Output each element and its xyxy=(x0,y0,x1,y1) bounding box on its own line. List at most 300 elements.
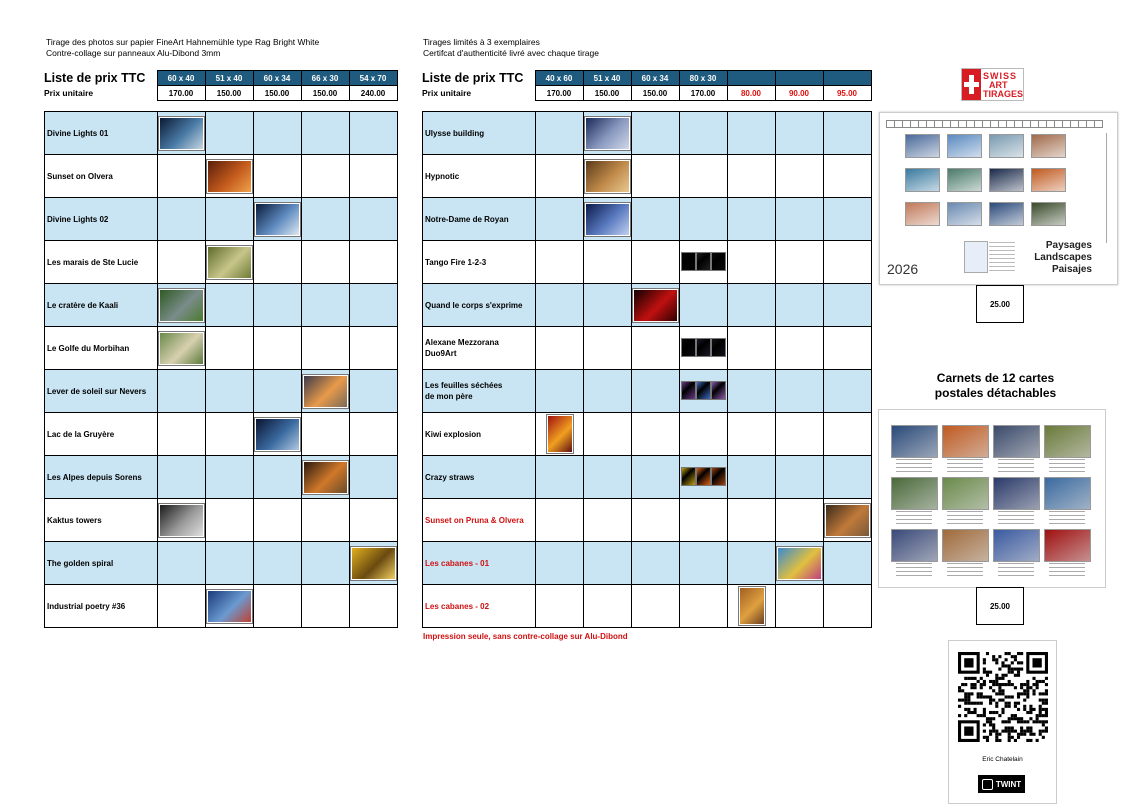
qr-module xyxy=(995,739,998,742)
calendar-word-2: Landscapes xyxy=(1034,252,1092,263)
triptych-panel xyxy=(712,253,725,270)
qr-module xyxy=(967,711,970,714)
artwork-thumbnail[interactable] xyxy=(207,246,252,279)
table-row xyxy=(45,198,398,241)
size-cell xyxy=(632,456,680,499)
size-cell xyxy=(350,198,398,241)
artwork-name xyxy=(423,284,536,327)
qr-module xyxy=(1011,683,1014,686)
qr-module xyxy=(1014,674,1017,677)
qr-module xyxy=(1039,720,1042,723)
size-cell xyxy=(584,155,632,198)
qr-module xyxy=(1001,711,1004,714)
artwork-name-line: Les marais de Ste Lucie xyxy=(47,257,139,267)
size-cell xyxy=(680,241,728,284)
qr-module xyxy=(1042,736,1045,739)
qr-module xyxy=(1036,717,1039,720)
qr-module xyxy=(1045,677,1048,680)
qr-module xyxy=(967,699,970,702)
left-size-2: 51 x 40 xyxy=(205,71,253,86)
carnets-price: 25.00 xyxy=(976,587,1024,625)
table-row xyxy=(45,241,398,284)
qr-module xyxy=(1042,708,1045,711)
artwork-thumbnail[interactable] xyxy=(777,547,822,580)
qr-module xyxy=(967,702,970,705)
qr-module xyxy=(1042,714,1045,717)
artwork-thumbnail[interactable] xyxy=(159,117,204,150)
table-row xyxy=(45,155,398,198)
qr-module xyxy=(989,711,992,714)
postcard-thumbnail xyxy=(1045,530,1090,561)
artwork-name-line: Les Alpes depuis Sorens xyxy=(47,472,142,482)
qr-module xyxy=(974,683,977,686)
size-cell xyxy=(350,155,398,198)
artwork-thumbnail[interactable] xyxy=(207,160,252,193)
qr-module xyxy=(1014,655,1017,658)
size-cell xyxy=(536,241,584,284)
qr-module xyxy=(1001,730,1004,733)
size-cell xyxy=(824,241,872,284)
qr-module xyxy=(995,674,998,677)
artwork-name-line: Tango Fire 1-2-3 xyxy=(425,257,487,267)
triptych-panel xyxy=(697,382,710,399)
qr-module xyxy=(1026,692,1029,695)
qr-module xyxy=(1020,730,1023,733)
qr-module xyxy=(995,680,998,683)
table-row xyxy=(423,542,872,585)
qr-module xyxy=(970,711,973,714)
artwork-name-line: Les feuilles séchées xyxy=(425,381,503,390)
calendar-month-thumbnail xyxy=(990,135,1023,157)
right-size-6 xyxy=(775,71,823,86)
qr-module xyxy=(983,708,986,711)
qr-module xyxy=(1039,711,1042,714)
qr-module xyxy=(1045,714,1048,717)
artwork-name-line: Lac de la Gruyère xyxy=(47,429,115,439)
triptych-panel xyxy=(682,468,695,485)
artwork-thumbnail[interactable] xyxy=(303,375,348,408)
artwork-thumbnail[interactable] xyxy=(633,289,678,322)
size-cell xyxy=(632,370,680,413)
calendar-word-3: Paisajes xyxy=(1051,264,1092,275)
left-artwork-table xyxy=(44,111,398,628)
size-cell xyxy=(584,499,632,542)
size-cell xyxy=(680,585,728,628)
artwork-thumbnail[interactable] xyxy=(159,504,204,537)
qr-module xyxy=(1026,730,1029,733)
postcard-item xyxy=(994,426,1039,474)
qr-module xyxy=(964,726,973,735)
size-cell xyxy=(824,499,872,542)
artwork-name-line: Lever de soleil sur Nevers xyxy=(47,386,147,396)
artwork-triptych-thumbnail[interactable] xyxy=(682,339,725,356)
postcard-thumbnail xyxy=(943,478,988,509)
size-cell xyxy=(776,112,824,155)
qr-module xyxy=(980,714,983,717)
qr-module xyxy=(998,714,1001,717)
qr-module xyxy=(1017,702,1020,705)
right-size-2: 51 x 40 xyxy=(583,71,631,86)
print-only-footnote: Impression seule, sans contre-collage sur Alu-Dibond xyxy=(423,632,628,641)
artwork-thumbnail[interactable] xyxy=(585,160,630,193)
artwork-name xyxy=(45,155,158,198)
table-row xyxy=(423,370,872,413)
size-cell xyxy=(254,456,302,499)
qr-module xyxy=(1008,733,1011,736)
size-cell xyxy=(206,413,254,456)
size-cell xyxy=(350,456,398,499)
artwork-thumbnail[interactable] xyxy=(159,289,204,322)
postcard-thumbnail xyxy=(892,530,937,561)
qr-module xyxy=(1039,705,1042,708)
size-cell xyxy=(680,413,728,456)
qr-module xyxy=(977,702,980,705)
qr-module xyxy=(998,689,1001,692)
qr-module xyxy=(1036,683,1039,686)
size-cell xyxy=(584,585,632,628)
qr-module xyxy=(1023,689,1026,692)
size-cell xyxy=(302,542,350,585)
calendar-year: 2026 xyxy=(887,261,919,277)
qr-module xyxy=(1045,720,1048,723)
qr-module xyxy=(989,723,992,726)
artwork-thumbnail[interactable] xyxy=(159,332,204,365)
size-cell xyxy=(776,456,824,499)
size-cell xyxy=(536,499,584,542)
qr-module xyxy=(1001,683,1004,686)
carnets-title xyxy=(879,371,1112,401)
size-cell xyxy=(302,327,350,370)
qr-module xyxy=(983,711,986,714)
qr-module xyxy=(1029,730,1032,733)
qr-module xyxy=(967,708,970,711)
size-cell xyxy=(632,542,680,585)
qr-module xyxy=(1039,714,1042,717)
size-cell xyxy=(536,542,584,585)
qr-module xyxy=(1045,702,1048,705)
size-cell xyxy=(206,370,254,413)
calendar-dimension-line xyxy=(1106,133,1107,243)
left-price-4: 150.00 xyxy=(301,86,349,101)
qr-module xyxy=(1008,705,1011,708)
size-cell xyxy=(824,456,872,499)
qr-module xyxy=(989,699,992,702)
artwork-name xyxy=(45,241,158,284)
qr-module xyxy=(970,686,973,689)
postcard-item xyxy=(892,530,937,578)
left-price-header xyxy=(44,70,398,101)
qr-module xyxy=(1036,714,1039,717)
artwork-name xyxy=(45,585,158,628)
qr-module xyxy=(989,686,992,689)
qr-module xyxy=(1017,717,1020,720)
artwork-name xyxy=(423,370,536,413)
qr-module xyxy=(1020,652,1023,655)
calendar-word-1: Paysages xyxy=(1045,240,1092,251)
qr-module xyxy=(1039,680,1042,683)
size-cell xyxy=(350,284,398,327)
twint-badge xyxy=(978,775,1025,793)
calendar-cover-text xyxy=(989,242,1015,272)
qr-module xyxy=(964,714,967,717)
right-price-2: 150.00 xyxy=(583,86,631,101)
qr-module xyxy=(1029,739,1032,742)
qr-module xyxy=(992,699,995,702)
table-row xyxy=(423,456,872,499)
calendar-month-thumbnail xyxy=(948,169,981,191)
qr-module xyxy=(1045,692,1048,695)
artwork-name-line: Sunset on Olvera xyxy=(47,171,113,181)
qr-module xyxy=(1029,733,1032,736)
calendar-price: 25.00 xyxy=(976,285,1024,323)
size-cell xyxy=(206,585,254,628)
qr-module xyxy=(1005,695,1008,698)
qr-module xyxy=(1005,674,1008,677)
artwork-name xyxy=(45,413,158,456)
artwork-thumbnail[interactable] xyxy=(825,504,870,537)
artwork-name xyxy=(45,327,158,370)
size-cell xyxy=(728,542,776,585)
qr-module xyxy=(1008,717,1011,720)
left-subtitle: Prix unitaire xyxy=(44,88,94,98)
size-cell xyxy=(158,155,206,198)
artwork-name xyxy=(423,241,536,284)
artwork-name-line: Kaktus towers xyxy=(47,515,102,525)
table-row xyxy=(45,456,398,499)
qr-module xyxy=(989,717,992,720)
triptych-panel xyxy=(697,339,710,356)
qr-module xyxy=(958,699,961,702)
qr-module xyxy=(1014,717,1017,720)
qr-module xyxy=(1020,683,1023,686)
size-cell xyxy=(350,327,398,370)
size-cell xyxy=(776,198,824,241)
qr-module xyxy=(983,658,986,661)
qr-module xyxy=(983,671,986,674)
artwork-thumbnail[interactable] xyxy=(303,461,348,494)
artwork-thumbnail[interactable] xyxy=(207,590,252,623)
size-cell xyxy=(824,370,872,413)
qr-module xyxy=(989,695,992,698)
qr-module xyxy=(983,723,986,726)
artwork-thumbnail[interactable] xyxy=(739,587,765,625)
size-cell xyxy=(536,413,584,456)
qr-code-icon[interactable] xyxy=(958,652,1048,742)
qr-module xyxy=(964,692,967,695)
qr-module xyxy=(986,671,989,674)
size-cell xyxy=(158,241,206,284)
right-size-5 xyxy=(727,71,775,86)
size-cell xyxy=(728,284,776,327)
postcard-item xyxy=(892,426,937,474)
qr-module xyxy=(1036,686,1039,689)
left-price-5: 240.00 xyxy=(349,86,397,101)
qr-module xyxy=(1026,739,1029,742)
size-cell xyxy=(824,112,872,155)
table-row xyxy=(423,112,872,155)
right-size-1: 40 x 60 xyxy=(535,71,583,86)
qr-module xyxy=(980,692,983,695)
qr-module xyxy=(1008,736,1011,739)
size-cell xyxy=(728,155,776,198)
size-cell xyxy=(824,413,872,456)
artwork-name-line: Sunset on Pruna & Olvera xyxy=(425,515,524,525)
qr-module xyxy=(961,689,964,692)
qr-module xyxy=(1039,708,1042,711)
artwork-name xyxy=(45,112,158,155)
size-cell xyxy=(254,585,302,628)
left-note-line-2: Contre-collage sur panneaux Alu-Dibond 3mm xyxy=(46,48,221,58)
qr-module xyxy=(1011,695,1014,698)
qr-module xyxy=(977,695,980,698)
calendar-thumbnail-grid xyxy=(906,135,1065,225)
qr-module xyxy=(1020,668,1023,671)
qr-module xyxy=(1005,652,1008,655)
size-cell xyxy=(302,155,350,198)
qr-module xyxy=(1008,720,1011,723)
artwork-name-line: Notre-Dame de Royan xyxy=(425,214,509,224)
qr-module xyxy=(989,680,992,683)
postcard-caption xyxy=(1049,511,1085,526)
qr-module xyxy=(1026,686,1029,689)
qr-module xyxy=(1023,708,1026,711)
right-price-3: 150.00 xyxy=(631,86,679,101)
qr-module xyxy=(1011,726,1014,729)
qr-module xyxy=(1011,717,1014,720)
qr-module xyxy=(1001,664,1004,667)
carnets-title-line-1: Carnets de 12 cartes xyxy=(936,371,1055,385)
size-cell xyxy=(302,198,350,241)
artwork-triptych-thumbnail[interactable] xyxy=(682,382,725,399)
size-cell xyxy=(158,585,206,628)
qr-module xyxy=(1029,705,1032,708)
calendar-month-thumbnail xyxy=(948,203,981,225)
artwork-triptych-thumbnail[interactable] xyxy=(682,253,725,270)
right-artwork-table xyxy=(422,111,872,628)
postcard-caption xyxy=(947,459,983,474)
left-size-3: 60 x 34 xyxy=(253,71,301,86)
artwork-thumbnail[interactable] xyxy=(585,203,630,236)
qr-module xyxy=(1014,702,1017,705)
right-price-5: 80.00 xyxy=(727,86,775,101)
qr-module xyxy=(992,689,995,692)
left-price-3: 150.00 xyxy=(253,86,301,101)
artwork-thumbnail[interactable] xyxy=(351,547,396,580)
size-cell xyxy=(158,327,206,370)
qr-module xyxy=(1023,699,1026,702)
size-cell xyxy=(728,499,776,542)
size-cell xyxy=(158,542,206,585)
qr-module xyxy=(1014,739,1017,742)
size-cell xyxy=(206,542,254,585)
size-cell xyxy=(776,542,824,585)
calendar-month-thumbnail xyxy=(1032,169,1065,191)
qr-module xyxy=(974,677,977,680)
size-cell xyxy=(206,456,254,499)
size-cell xyxy=(680,155,728,198)
size-cell xyxy=(632,327,680,370)
postcard-thumbnail xyxy=(943,530,988,561)
qr-module xyxy=(1014,714,1017,717)
size-cell xyxy=(350,542,398,585)
left-title: Liste de prix TTC xyxy=(44,71,146,85)
qr-module xyxy=(989,730,992,733)
size-cell xyxy=(206,499,254,542)
postcard-caption xyxy=(1049,459,1085,474)
artwork-thumbnail[interactable] xyxy=(547,415,573,453)
qr-module xyxy=(1001,661,1004,664)
calendar-cover-thumbnail xyxy=(965,242,987,272)
qr-module xyxy=(1032,708,1035,711)
qr-module xyxy=(1036,739,1039,742)
qr-module xyxy=(1008,726,1011,729)
artwork-name xyxy=(423,327,536,370)
qr-module xyxy=(1001,708,1004,711)
qr-module xyxy=(995,702,998,705)
qr-module xyxy=(1045,730,1048,733)
qr-module xyxy=(986,695,989,698)
left-size-1: 60 x 40 xyxy=(157,71,205,86)
qr-module xyxy=(992,723,995,726)
size-cell xyxy=(254,499,302,542)
artwork-thumbnail[interactable] xyxy=(585,117,630,150)
size-cell xyxy=(824,585,872,628)
artwork-name xyxy=(423,585,536,628)
calendar-title-words xyxy=(1034,240,1092,276)
qr-module xyxy=(998,655,1001,658)
size-cell xyxy=(680,284,728,327)
artwork-name-line: Ulysse building xyxy=(425,128,485,138)
left-notes xyxy=(46,37,319,59)
right-note-line-1: Tirages limités à 3 exemplaires xyxy=(423,37,540,47)
payee-name: Eric Chatelain xyxy=(982,756,1023,763)
size-cell xyxy=(206,198,254,241)
qr-module xyxy=(974,711,977,714)
qr-module xyxy=(1029,726,1032,729)
qr-module xyxy=(1017,733,1020,736)
qr-module xyxy=(970,702,973,705)
qr-module xyxy=(1008,671,1011,674)
calendar-month-thumbnail xyxy=(948,135,981,157)
postcard-caption xyxy=(896,563,932,578)
qr-module xyxy=(1011,714,1014,717)
table-row xyxy=(45,413,398,456)
size-cell xyxy=(680,370,728,413)
triptych-panel xyxy=(712,382,725,399)
table-row xyxy=(423,198,872,241)
triptych-panel xyxy=(682,339,695,356)
qr-module xyxy=(1045,699,1048,702)
triptych-panel xyxy=(712,468,725,485)
qr-module xyxy=(995,736,998,739)
qr-module xyxy=(1014,730,1017,733)
artwork-thumbnail[interactable] xyxy=(255,418,300,451)
artwork-name-line: Kiwi explosion xyxy=(425,429,482,439)
artwork-thumbnail[interactable] xyxy=(255,203,300,236)
qr-module xyxy=(1045,689,1048,692)
qr-module xyxy=(992,655,995,658)
size-cell xyxy=(776,413,824,456)
qr-module xyxy=(1036,680,1039,683)
postcard-caption xyxy=(896,459,932,474)
qr-module xyxy=(995,658,998,661)
artwork-triptych-thumbnail[interactable] xyxy=(682,468,725,485)
size-cell xyxy=(776,499,824,542)
size-cell xyxy=(680,198,728,241)
size-cell xyxy=(302,585,350,628)
qr-module xyxy=(1001,689,1004,692)
qr-module xyxy=(980,677,983,680)
